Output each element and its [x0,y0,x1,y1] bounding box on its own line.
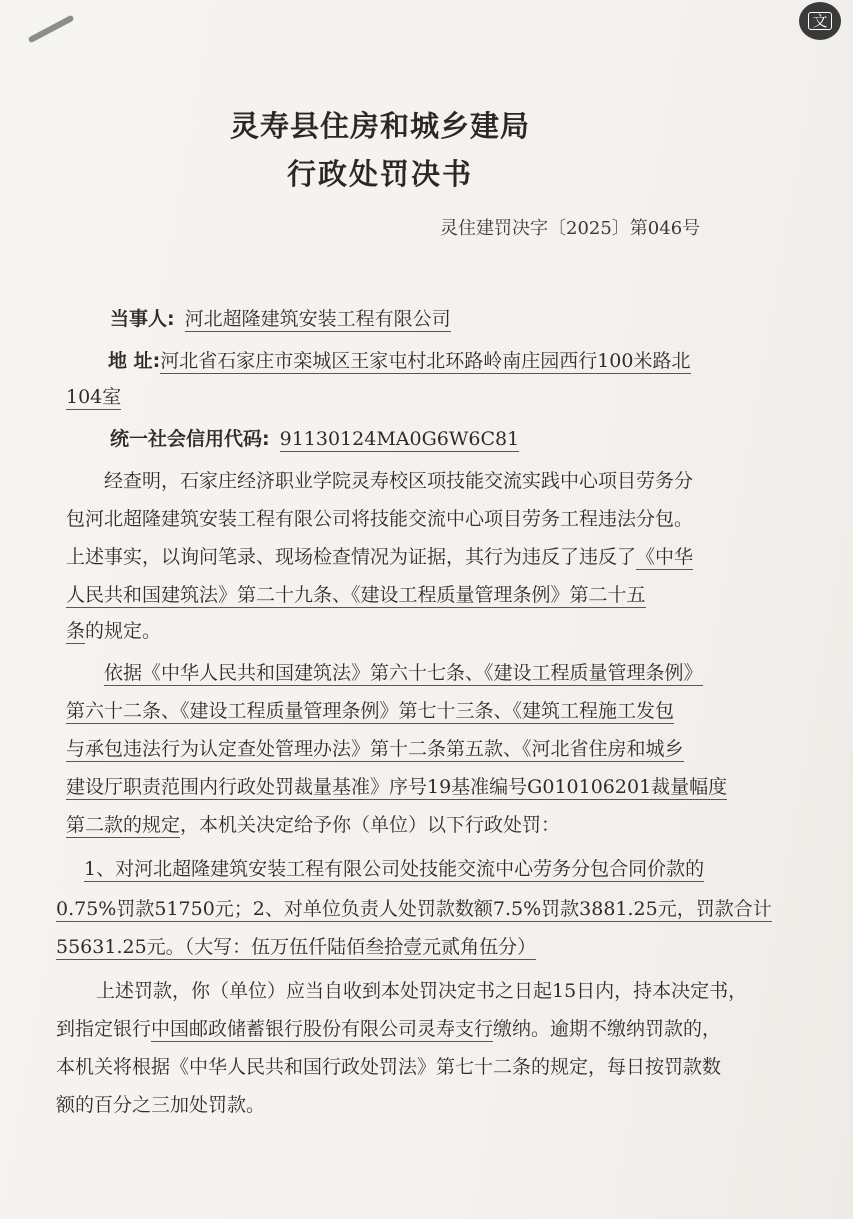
credit-code-row [110,424,519,451]
paragraph-line: 上述罚款，你（单位）应当自收到本处罚决定书之日起15日内，持本决定书， [96,980,748,1002]
translate-button[interactable] [799,2,841,40]
document-number: 灵住建罚决字〔2025〕第046号 [440,218,701,239]
party-value: 河北超隆建筑安装工程有限公司 [184,308,451,330]
document-title: 行政处罚决书 [286,157,473,191]
issuing-organization: 灵寿县住房和城乡建局 [229,109,530,143]
address-row [108,346,691,373]
paragraph-line: 建设厅职责范围内行政处罚裁量基准》序号19基准编号G010106201裁量幅度 [66,776,728,798]
paragraph-line: 第二款的规定，本机关决定给予你（单位）以下行政处罚： [66,814,561,836]
bank-name: 中国邮政储蓄银行股份有限公司灵寿支行 [151,1018,494,1040]
paragraph-line: 与承包违法行为认定查处管理办法》第十二条第五款、《河北省住房和城乡 [66,738,684,760]
paragraph-line: 人民共和国建筑法》第二十九条、《建设工程质量管理条例》第二十五 [66,584,646,606]
pen-mark [28,15,75,44]
penalty-line: 0.75%罚款51750元；2、对单位负责人处罚款数额7.5%罚款3881.25元，罚款合计 [56,898,772,920]
paragraph-line: 上述事实，以询问笔录、现场检查情况为证据，其行为违反了违反了《中华 [66,546,694,568]
paragraph-line: 依据《中华人民共和国建筑法》第六十七条、《建设工程质量管理条例》 [104,662,703,684]
paragraph-line: 经查明，石家庄经济职业学院灵寿校区项技能交流实践中心项目劳务分 [104,470,694,492]
paragraph-line: 额的百分之三加处罚款。 [56,1094,266,1116]
address-value: 河北省石家庄市栾城区王家屯村北环路岭南庄园西行100米路北 [160,350,691,372]
paragraph-line: 到指定银行中国邮政储蓄银行股份有限公司灵寿支行缴纳。逾期不缴纳罚款的， [56,1018,722,1040]
address-continuation: 104室 [66,386,122,408]
credit-code-value: 91130124MA0G6W6C81 [279,428,520,450]
penalty-line: 1、对河北超隆建筑安装工程有限公司处技能交流中心劳务分包合同价款的 [84,858,705,880]
penalty-line: 55631.25元。（大写：伍万伍仟陆佰叁拾壹元贰角伍分） [56,936,537,958]
party-label: 当事人: [110,308,175,330]
party-row [110,304,451,331]
paragraph-line: 第六十二条、《建设工程质量管理条例》第七十三条、《建筑工程施工发包 [66,700,675,722]
credit-code-label: 统一社会信用代码: [110,428,270,450]
paragraph-line: 条的规定。 [66,620,162,642]
address-label: 地 址: [108,350,161,372]
translate-icon: 文 [808,12,831,30]
paragraph-line: 包河北超隆建筑安装工程有限公司将技能交流中心项目劳务工程违法分包。 [66,508,694,530]
paragraph-line: 本机关将根据《中华人民共和国行政处罚法》第七十二条的规定，每日按罚款数 [56,1056,722,1078]
